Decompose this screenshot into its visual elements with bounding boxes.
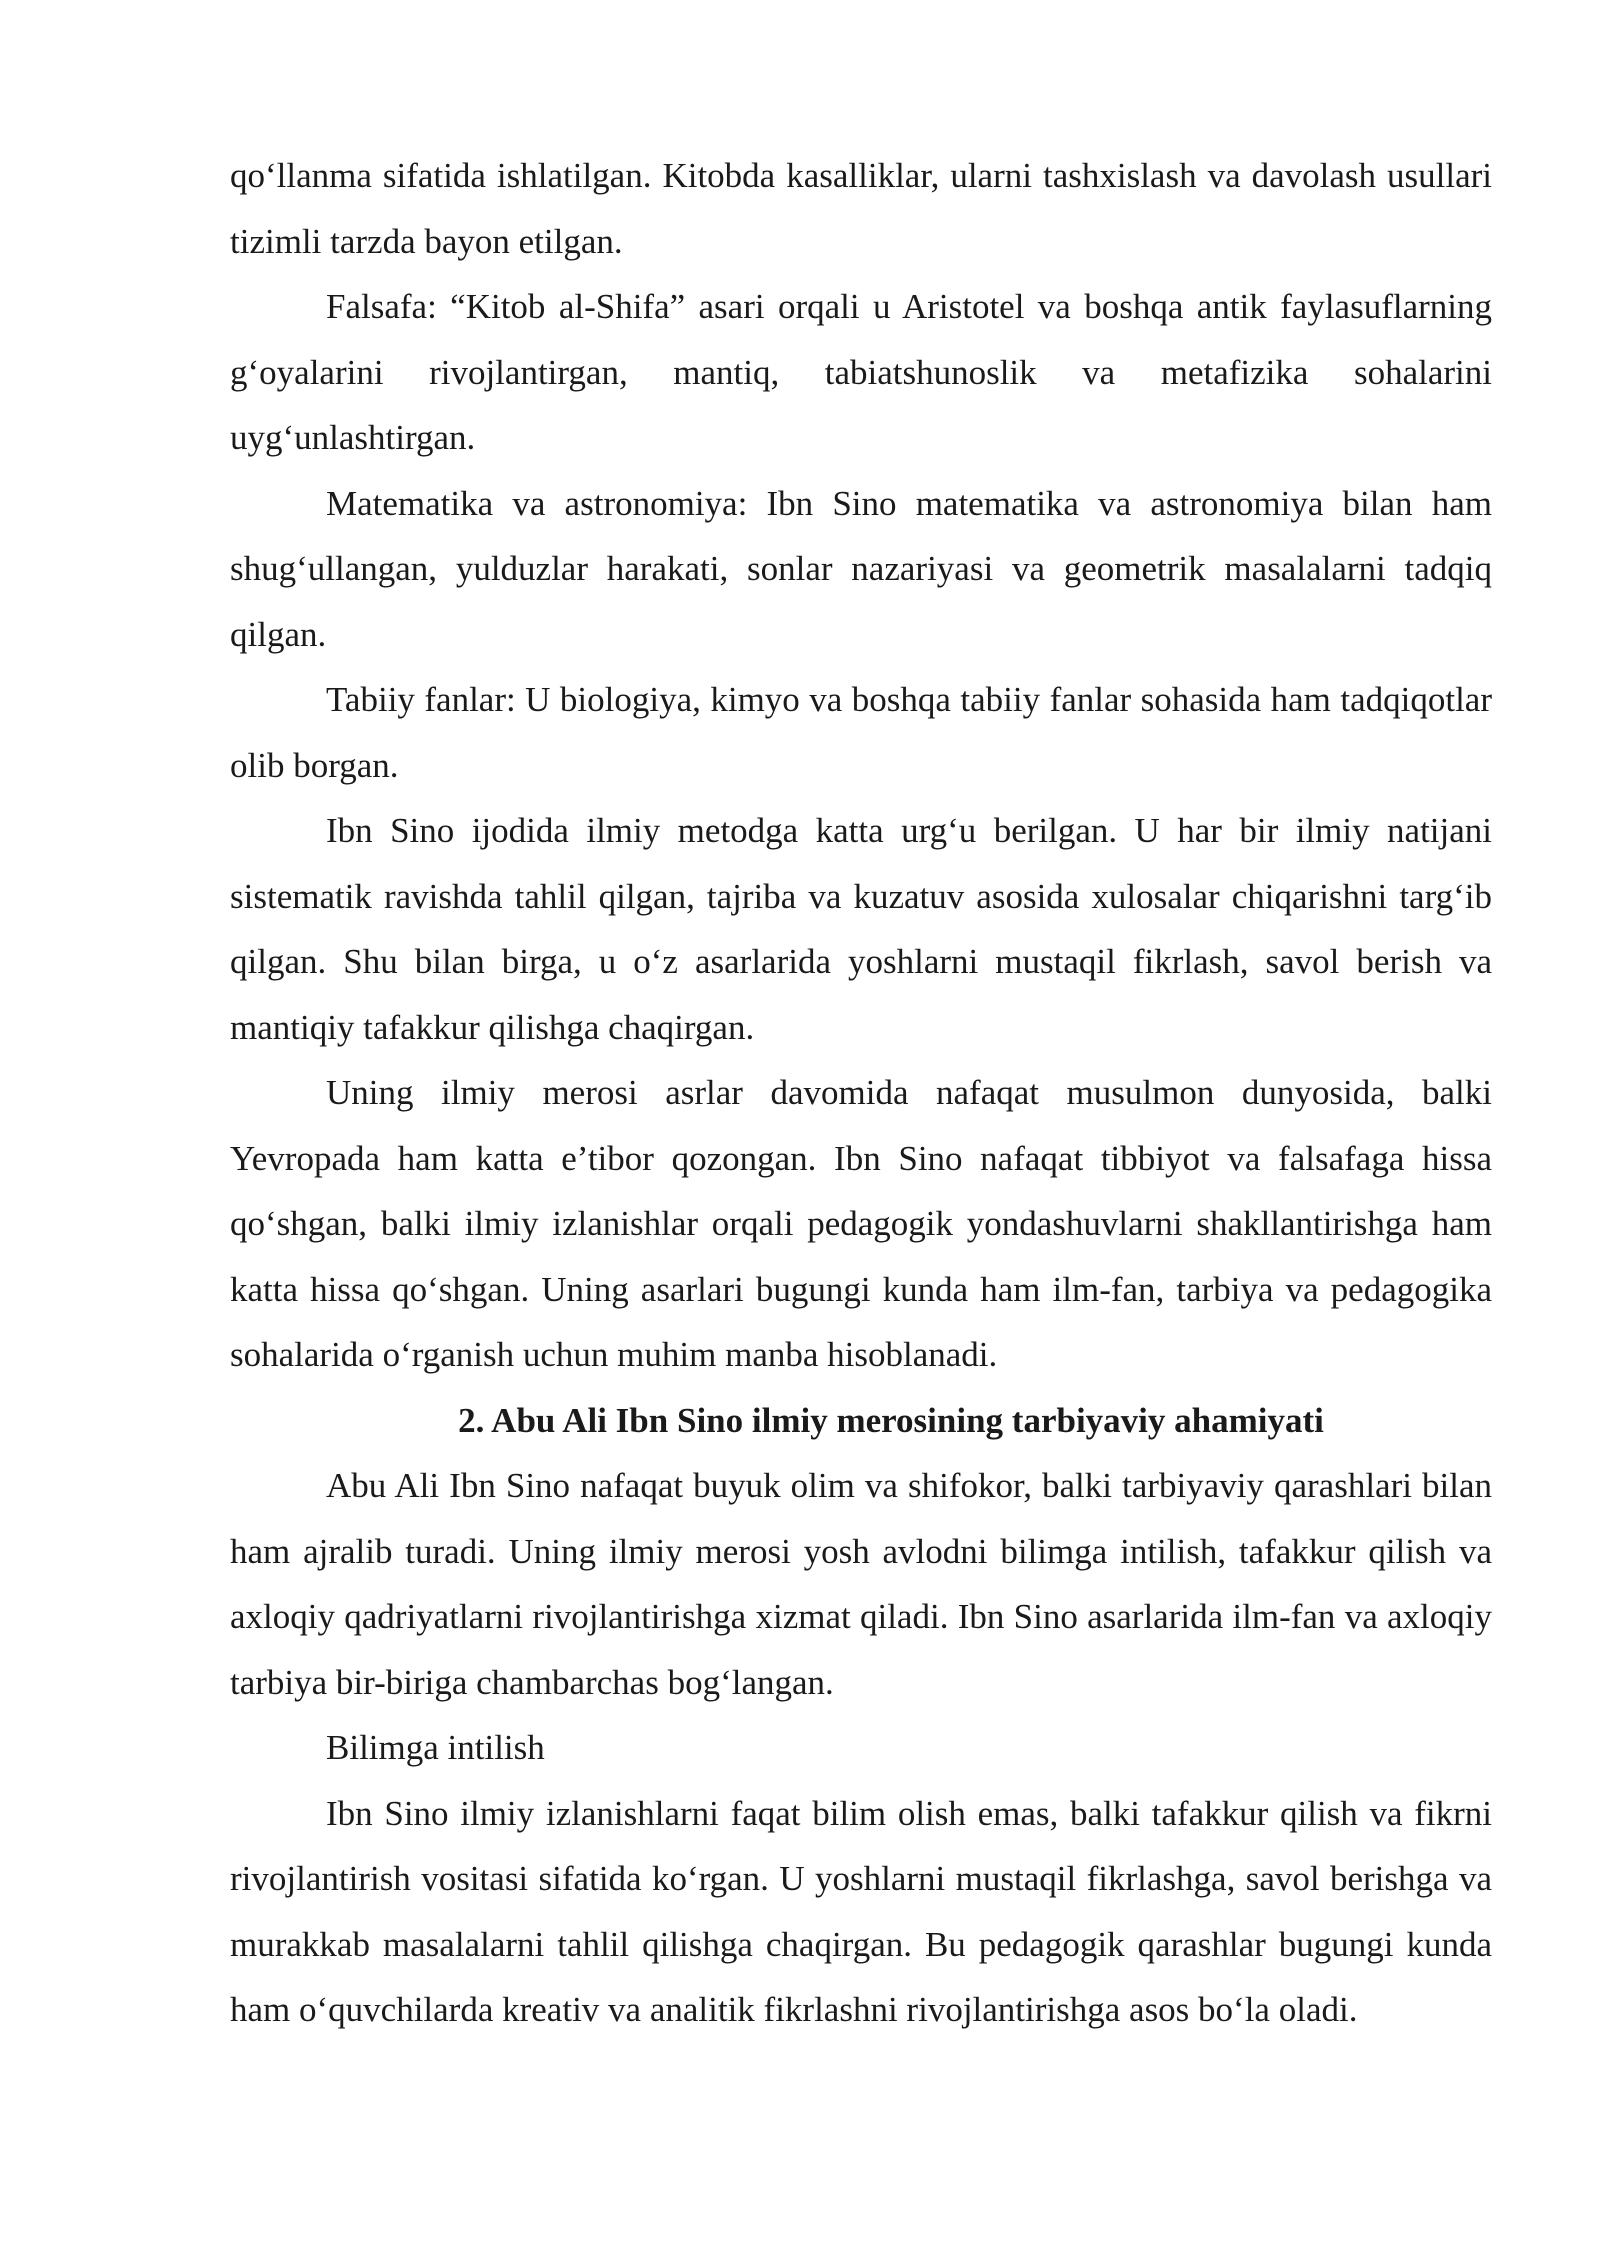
paragraph-scientific-method: Ibn Sino ijodida ilmiy metodga katta urg‘u berilgan. U har bir ilmiy natijani sistematik ravishda tahlil qilgan, tajriba va kuzatuv asosida xulosalar chiqarishni targ‘ib qilgan. Shu bilan birga, u o‘z asarlarida yoshlarni mustaqil fikrlash, savol berish va mantiqiy tafakkur qilishga chaqirgan. <box>230 811 1492 1047</box>
document-body <box>230 143 1492 2043</box>
paragraph-legacy: Uning ilmiy merosi asrlar davomida nafaqat musulmon dunyosida, balki Yevropada ham katta e’tibor qozongan. Ibn Sino nafaqat tibbiyot va falsafaga hissa qo‘shgan, balki ilmiy izlanishlar orqali pedagogik yondashuvlarni shakllantirishga ham katta hissa qo‘shgan. Uning asarlari bugungi kunda ham ilm-fan, tarbiya va pedagogika sohalarida o‘rganish uchun muhim manba hisoblanadi. <box>230 1073 1492 1374</box>
paragraph-independent-thinking: Ibn Sino ilmiy izlanishlarni faqat bilim olish emas, balki tafakkur qilish va fikrni rivojlantirish vositasi sifatida ko‘rgan. U yoshlarni mustaqil fikrlashga, savol berishga va murakkab masalalarni tahlil qilishga chaqirgan. Bu pedagogik qarashlar bugungi kunda ham o‘quvchilarda kreativ va analitik fikrlashni rivojlantirishga asos bo‘la oladi. <box>230 1793 1492 2029</box>
paragraph-natural-sciences: Tabiiy fanlar: U biologiya, kimyo va boshqa tabiiy fanlar sohasida ham tadqiqotlar olib borgan. <box>230 680 1492 785</box>
paragraph-continuation: qo‘llanma sifatida ishlatilgan. Kitobda kasalliklar, ularni tashxislash va davolash usullari tizimli tarzda bayon etilgan. <box>230 156 1492 261</box>
paragraph-philosophy: Falsafa: “Kitob al-Shifa” asari orqali u Aristotel va boshqa antik faylasuflarning g‘oyalarini rivojlantirgan, mantiq, tabiatshunoslik va metafizika sohalarini uyg‘unlashtirgan. <box>230 287 1492 457</box>
paragraph-educational-views: Abu Ali Ibn Sino nafaqat buyuk olim va shifokor, balki tarbiyaviy qarashlari bilan ham ajralib turadi. Uning ilmiy merosi yosh avlodni bilimga intilish, tafakkur qilish va axloqiy qadriyatlarni rivojlantirishga xizmat qiladi. Ibn Sino asarlarida ilm-fan va axloqiy tarbiya bir-biriga chambarchas bog‘langan. <box>230 1466 1492 1702</box>
paragraph-math-astronomy: Matematika va astronomiya: Ibn Sino matematika va astronomiya bilan ham shug‘ullangan, yulduzlar harakati, sonlar nazariyasi va geometrik masalalarni tadqiq qilgan. <box>230 483 1492 654</box>
section-heading: 2. Abu Ali Ibn Sino ilmiy merosining tarbiyaviy ahamiyati <box>458 1400 1324 1440</box>
subheading-striving-for-knowledge: Bilimga intilish <box>326 1728 545 1767</box>
